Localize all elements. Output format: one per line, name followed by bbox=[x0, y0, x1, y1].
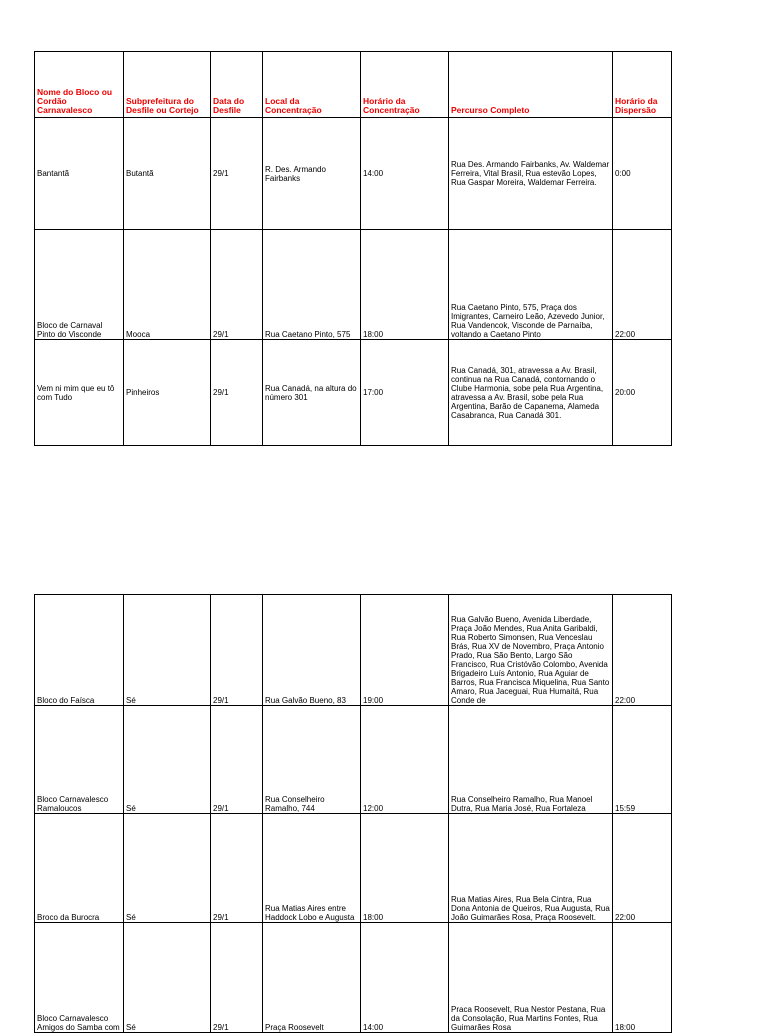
header-date: Data do Desfile bbox=[211, 52, 263, 118]
cell-concentration-place: Praça Roosevelt bbox=[263, 923, 361, 1033]
cell-subprefeitura: Sé bbox=[124, 923, 211, 1033]
cell-dispersion-time: 20:00 bbox=[613, 340, 672, 446]
table-row bbox=[35, 340, 672, 446]
cell-concentration-time: 14:00 bbox=[361, 118, 449, 230]
cell-concentration-time: 14:00 bbox=[361, 923, 449, 1033]
cell-date: 29/1 bbox=[211, 230, 263, 340]
cell-concentration-place: Rua Canadá, na altura do número 301 bbox=[263, 340, 361, 446]
cell-subprefeitura: Sé bbox=[124, 814, 211, 923]
cell-route bbox=[449, 595, 613, 706]
cell-route: Praca Roosevelt, Rua Nestor Pestana, Rua da Consolação, Rua Martins Fontes, Rua Guimarães Rosa bbox=[449, 923, 613, 1033]
cell-date: 29/1 bbox=[211, 923, 263, 1033]
cell-dispersion-time: 22:00 bbox=[613, 230, 672, 340]
cell-dispersion-time: 0:00 bbox=[613, 118, 672, 230]
cell-bloco-name: Bloco de Carnaval Pinto do Visconde bbox=[35, 230, 124, 340]
cell-concentration-time: 17:00 bbox=[361, 340, 449, 446]
table-row bbox=[35, 118, 672, 230]
table-row bbox=[35, 814, 672, 923]
cell-concentration-time: 18:00 bbox=[361, 230, 449, 340]
cell-subprefeitura: Sé bbox=[124, 706, 211, 814]
route-text: Rua Galvão Bueno, Avenida Liberdade, Praça João Mendes, Rua Anita Garibaldi, Rua Roberto Simonsen, Rua Venceslau Brás, Rua XV de Novembro, Praça Antonio Prado, Rua São Bento, Largo São Francisco, Rua Cristóvão Colombo, Avenida Brigadeiro Luís Antonio, Rua Aguiar de Barros, Rua Francisca Miquelina, Rua Santo Amaro, Rua Jaceguai, Rua Humaitá, Rua Conde de bbox=[451, 615, 610, 705]
header-subprefeitura: Subprefeitura do Desfile ou Cortejo bbox=[124, 52, 211, 118]
carnival-table-bottom bbox=[34, 594, 672, 1033]
cell-dispersion-time: 22:00 bbox=[613, 814, 672, 923]
table-row bbox=[35, 230, 672, 340]
cell-bloco-name: Vem ni mim que eu tô com Tudo bbox=[35, 340, 124, 446]
cell-route: Rua Conselheiro Ramalho, Rua Manoel Dutra, Rua Maria José, Rua Fortaleza bbox=[449, 706, 613, 814]
header-bloco-name: Nome do Bloco ou Cordão Carnavalesco bbox=[35, 52, 124, 118]
cell-bloco-name: Broco da Burocra bbox=[35, 814, 124, 923]
header-route: Percurso Completo bbox=[449, 52, 613, 118]
cell-route: Rua Matias Aires, Rua Bela Cintra, Rua Dona Antonia de Queiros, Rua Augusta, Rua João Guimarães Rosa, Praça Roosevelt. bbox=[449, 814, 613, 923]
table-row bbox=[35, 595, 672, 706]
header-row bbox=[35, 52, 672, 118]
table-row bbox=[35, 923, 672, 1033]
cell-concentration-time: 12:00 bbox=[361, 706, 449, 814]
cell-date: 29/1 bbox=[211, 595, 263, 706]
cell-date: 29/1 bbox=[211, 706, 263, 814]
cell-concentration-place: Rua Conselheiro Ramalho, 744 bbox=[263, 706, 361, 814]
header-concentration-time: Horário da Concentração bbox=[361, 52, 449, 118]
cell-date: 29/1 bbox=[211, 340, 263, 446]
cell-route: Rua Des. Armando Fairbanks, Av. Waldemar Ferreira, Vital Brasil, Rua estevão Lopes, Rua Gaspar Moreira, Waldemar Ferreira. bbox=[449, 118, 613, 230]
cell-dispersion-time: 22:00 bbox=[613, 595, 672, 706]
cell-concentration-place: Rua Galvão Bueno, 83 bbox=[263, 595, 361, 706]
cell-bloco-name: Bloco do Faísca bbox=[35, 595, 124, 706]
cell-concentration-time: 19:00 bbox=[361, 595, 449, 706]
carnival-table-top bbox=[34, 51, 672, 446]
cell-date: 29/1 bbox=[211, 814, 263, 923]
cell-subprefeitura: Pinheiros bbox=[124, 340, 211, 446]
cell-subprefeitura: Mooca bbox=[124, 230, 211, 340]
cell-route: Rua Caetano Pinto, 575, Praça dos Imigrantes, Carneiro Leão, Azevedo Junior, Rua Vandencok, Visconde de Parnaíba, voltando a Caetano Pinto bbox=[449, 230, 613, 340]
cell-dispersion-time: 15:59 bbox=[613, 706, 672, 814]
table-row bbox=[35, 706, 672, 814]
cell-concentration-place: R. Des. Armando Fairbanks bbox=[263, 118, 361, 230]
cell-route: Rua Canadá, 301, atravessa a Av. Brasil, continua na Rua Canadá, contornando o Clube Harmonia, sobe pela Rua Argentina, atravessa a Av. Brasil, sobe pela Rua Argentina, Barão de Capanema, Alameda Casabranca, Rua Canadá 301. bbox=[449, 340, 613, 446]
header-dispersion-time: Horário da Dispersão bbox=[613, 52, 672, 118]
cell-bloco-name: Bloco Carnavalesco Amigos do Samba com bbox=[35, 923, 124, 1033]
cell-subprefeitura: Butantã bbox=[124, 118, 211, 230]
cell-concentration-place: Rua Caetano Pinto, 575 bbox=[263, 230, 361, 340]
cell-concentration-place: Rua Matias Aires entre Haddock Lobo e Augusta bbox=[263, 814, 361, 923]
cell-concentration-time: 18:00 bbox=[361, 814, 449, 923]
cell-bloco-name: Bloco Carnavalesco Ramaloucos bbox=[35, 706, 124, 814]
cell-subprefeitura: Sé bbox=[124, 595, 211, 706]
cell-dispersion-time: 18:00 bbox=[613, 923, 672, 1033]
cell-date: 29/1 bbox=[211, 118, 263, 230]
cell-bloco-name: Bantantã bbox=[35, 118, 124, 230]
header-concentration-place: Local da Concentração bbox=[263, 52, 361, 118]
